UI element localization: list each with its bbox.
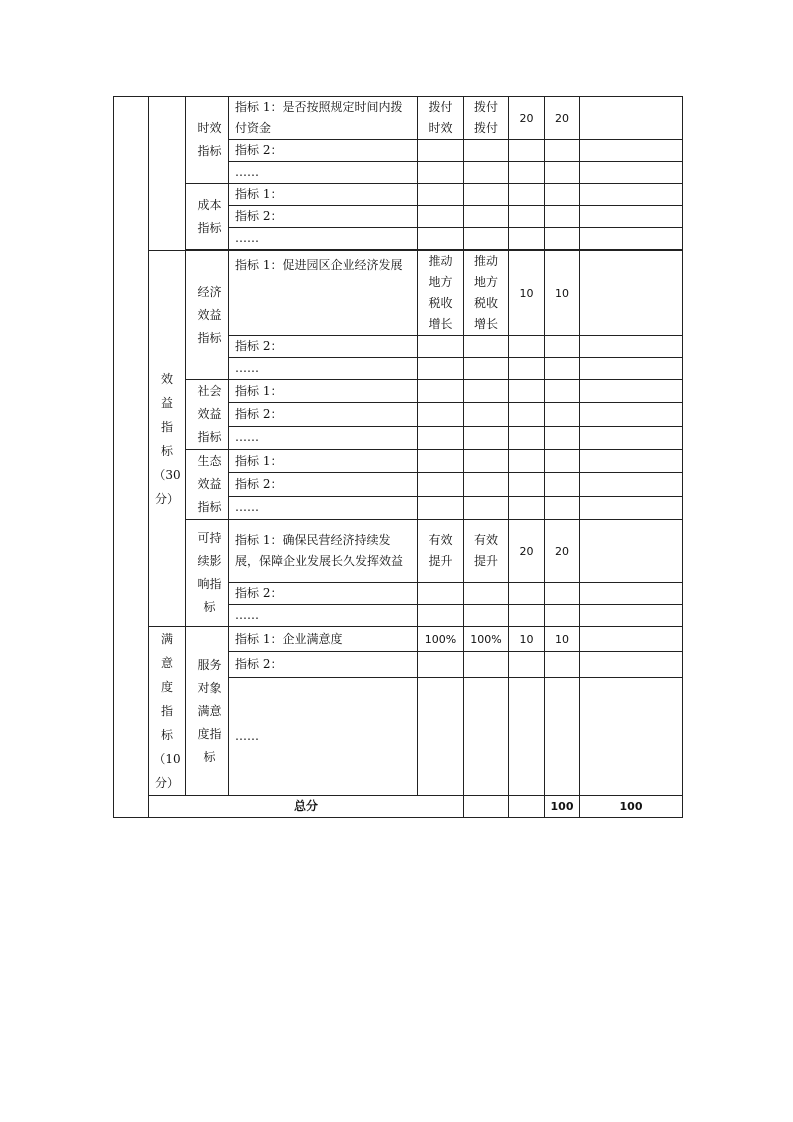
score-cell: 20 <box>545 97 580 140</box>
table-row <box>114 520 683 583</box>
category-economic: 经济 效益 指标 <box>186 251 229 380</box>
annual-target-cell: 100% <box>418 627 464 652</box>
category-satisfaction: 满 意 度 指 标 （10 分） <box>149 627 186 796</box>
score-cell: 20 <box>545 520 580 583</box>
weight-cell: 10 <box>509 251 545 336</box>
indicator-cell: 指标 2： <box>229 140 418 162</box>
category-service-satisfaction: 服务 对象 满意 度指 标 <box>186 627 229 796</box>
table-row <box>114 627 683 652</box>
score-cell: 10 <box>545 251 580 336</box>
indicator-cell: 指标 2： <box>229 403 418 426</box>
indicator-cell: …… <box>229 228 418 250</box>
indicator-cell: 指标 2： <box>229 473 418 496</box>
category-timeliness: 时效 指标 <box>186 97 229 184</box>
category-social: 社会 效益 指标 <box>186 380 229 450</box>
weight-cell: 20 <box>509 520 545 583</box>
indicator-cell: …… <box>229 677 418 795</box>
table-row <box>114 450 683 473</box>
total-label: 总分 <box>149 796 464 818</box>
weight-cell: 10 <box>509 627 545 652</box>
annual-target-cell: 有效 提升 <box>418 520 464 583</box>
indicator-cell: …… <box>229 162 418 184</box>
indicator-cell: 指标 1：是否按照规定时间内拨付资金 <box>229 97 418 140</box>
actual-value-cell: 拨付 拨付 <box>464 97 509 140</box>
col2-cell <box>149 97 186 251</box>
score-cell: 10 <box>545 627 580 652</box>
total-score: 100 <box>580 796 683 818</box>
indicator-cell: 指标 2： <box>229 652 418 677</box>
indicator-cell: 指标 1：确保民营经济持续发展，保障企业发展长久发挥效益 <box>229 520 418 583</box>
actual-value-cell: 推动 地方 税收 增长 <box>464 251 509 336</box>
category-cost: 成本 指标 <box>186 184 229 250</box>
weight-cell: 20 <box>509 97 545 140</box>
table-row <box>114 380 683 403</box>
indicator-cell: …… <box>229 496 418 519</box>
annual-target-cell: 推动 地方 税收 增长 <box>418 251 464 336</box>
total-weight: 100 <box>545 796 580 818</box>
indicator-cell: …… <box>229 605 418 627</box>
actual-value-cell: 100% <box>464 627 509 652</box>
indicator-cell: 指标 1：企业满意度 <box>229 627 418 652</box>
indicator-cell: 指标 1： <box>229 184 418 206</box>
indicator-cell: 指标 2： <box>229 206 418 228</box>
actual-value-cell: 有效 提升 <box>464 520 509 583</box>
annual-target-cell: 拨付 时效 <box>418 97 464 140</box>
col1-cell <box>114 97 149 818</box>
note-cell <box>580 97 683 140</box>
performance-indicator-table <box>113 96 683 818</box>
indicator-cell: …… <box>229 358 418 380</box>
indicator-cell: 指标 1： <box>229 450 418 473</box>
table-row <box>114 184 683 206</box>
total-row <box>114 796 683 818</box>
table-row <box>114 97 683 140</box>
category-ecological: 生态 效益 指标 <box>186 450 229 520</box>
indicator-cell: 指标 2： <box>229 583 418 605</box>
category-benefit: 效 益 指 标 （30 分） <box>149 251 186 627</box>
table-row <box>114 251 683 336</box>
indicator-cell: 指标 1：促进园区企业经济发展 <box>229 251 418 336</box>
indicator-cell: 指标 1： <box>229 380 418 403</box>
category-sustainable: 可持 续影 响指 标 <box>186 520 229 627</box>
indicator-cell: …… <box>229 426 418 449</box>
indicator-cell: 指标 2： <box>229 336 418 358</box>
